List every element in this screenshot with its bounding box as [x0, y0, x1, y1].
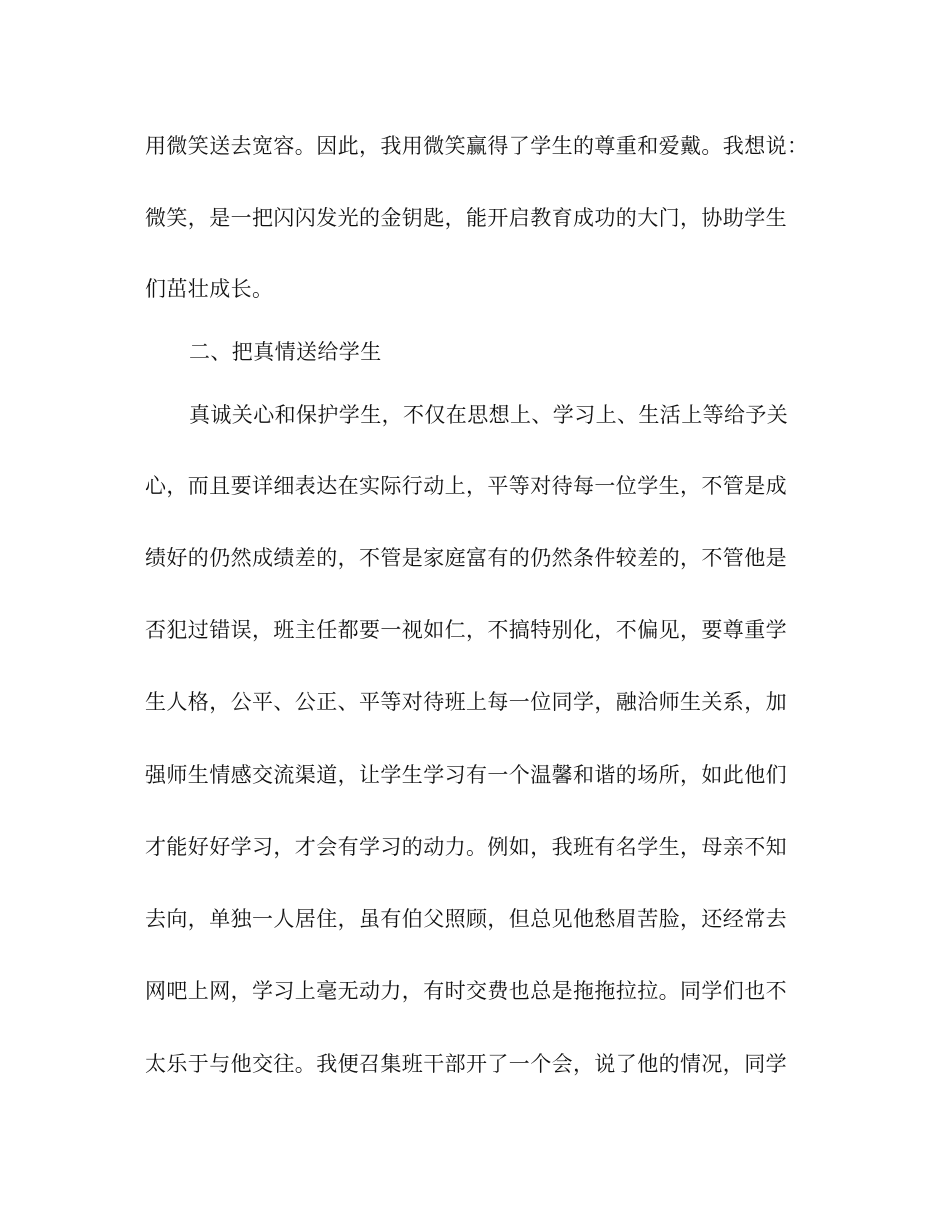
paragraph-line: 去向，单独一人居住，虽有伯父照顾，但总见他愁眉苦脸，还经常去 [145, 907, 787, 931]
section-heading: 二、把真情送给学生 [189, 340, 382, 364]
paragraph-line: 们茁壮成长。 [145, 277, 274, 301]
paragraph-line: 绩好的仍然成绩差的，不管是家庭富有的仍然条件较差的，不管他是 [145, 546, 787, 570]
paragraph-line: 生人格，公平、公正、平等对待班上每一位同学，融洽师生关系，加 [145, 690, 787, 714]
paragraph-line: 真诚关心和保护学生，不仅在思想上、学习上、生活上等给予关 [189, 403, 789, 427]
paragraph-line: 否犯过错误，班主任都要一视如仁，不搞特别化，不偏见，要尊重学 [145, 618, 787, 642]
paragraph-line: 心，而且要详细表达在实际行动上，平等对待每一位学生，不管是成 [145, 474, 787, 498]
paragraph-line: 微笑，是一把闪闪发光的金钥匙，能开启教育成功的大门，协助学生 [145, 206, 787, 230]
paragraph-line: 才能好好学习，才会有学习的动力。例如，我班有名学生，母亲不知 [145, 835, 787, 859]
paragraph-line: 太乐于与他交往。我便召集班干部开了一个会，说了他的情况，同学 [145, 1052, 787, 1076]
paragraph-line: 用微笑送去宽容。因此，我用微笑赢得了学生的尊重和爱戴。我想说： [145, 134, 809, 158]
paragraph-line: 网吧上网，学习上毫无动力，有时交费也总是拖拖拉拉。同学们也不 [145, 979, 787, 1003]
paragraph-line: 强师生情感交流渠道，让学生学习有一个温馨和谐的场所，如此他们 [145, 763, 787, 787]
